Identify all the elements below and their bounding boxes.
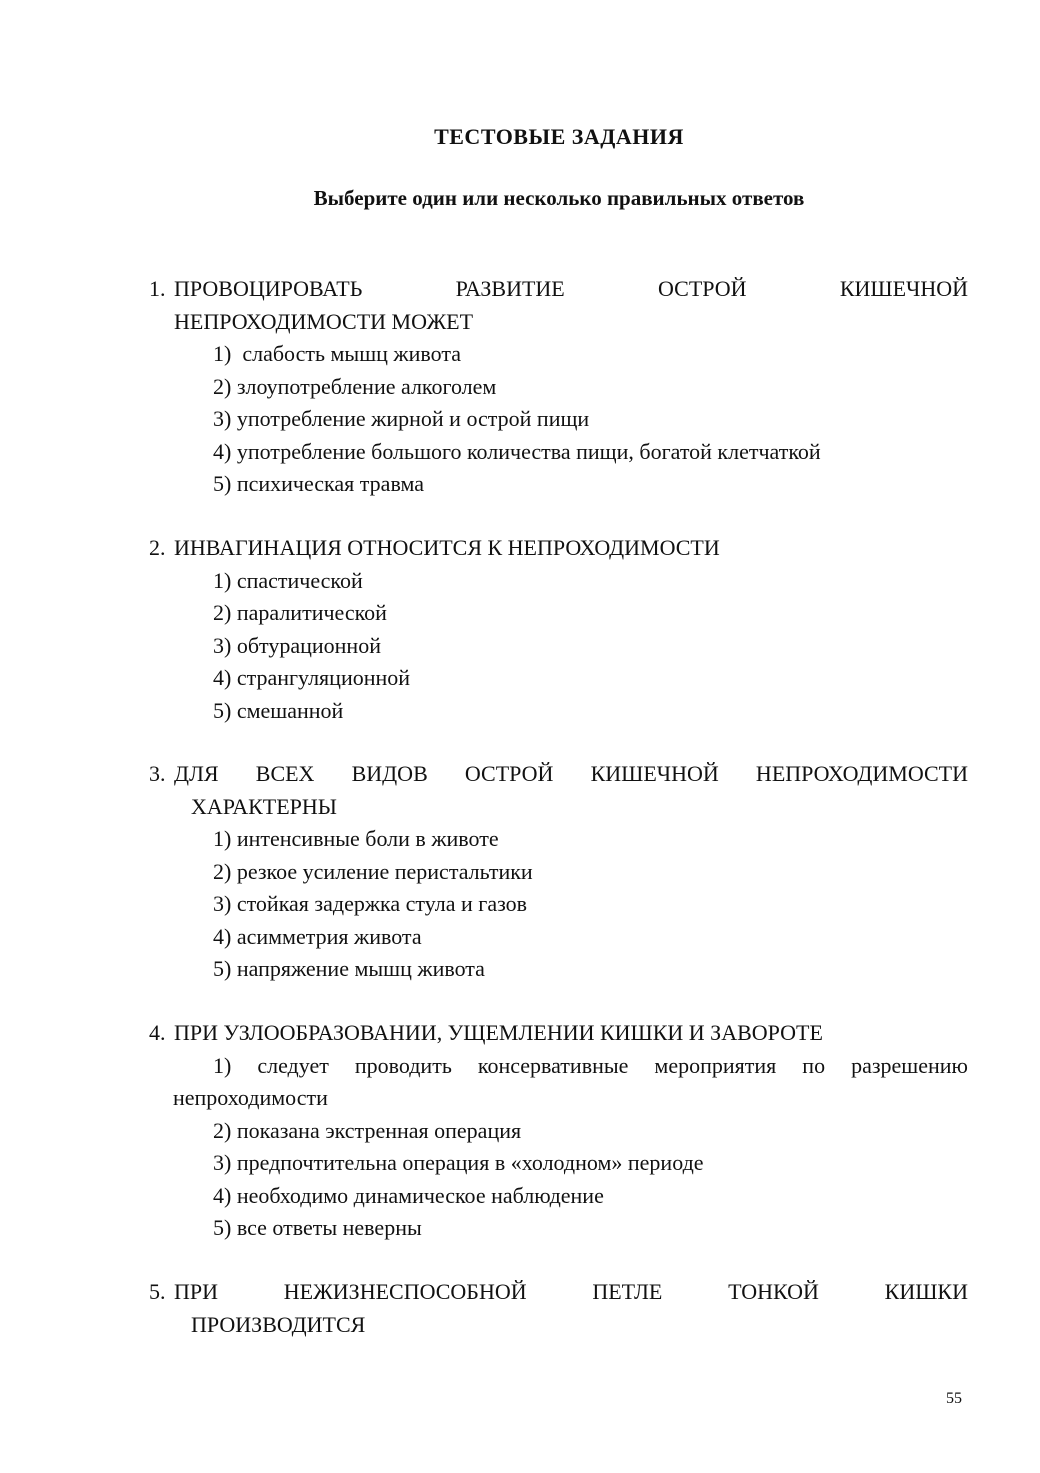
answer-option: 1) спастической <box>213 567 363 593</box>
question-number: 2. <box>149 535 166 560</box>
page-number: 55 <box>946 1390 962 1407</box>
page-title: ТЕСТОВЫЕ ЗАДАНИЯ <box>434 124 684 149</box>
question-2 <box>149 532 968 727</box>
answer-option: 5) смешанной <box>213 697 344 723</box>
answer-option: 1) слабость мышц живота <box>213 341 461 366</box>
question-3 <box>149 758 968 986</box>
answer-option: 2) паралитической <box>213 600 387 625</box>
question-5 <box>149 1276 968 1341</box>
question-number: 5. <box>149 1279 166 1304</box>
answer-option: 4) употребление большого количества пищи, богатой клетчаткой <box>213 438 821 464</box>
answer-options <box>213 565 968 728</box>
answer-option: 5) напряжение мышц живота <box>213 956 485 981</box>
question-text-continued: НЕПРОХОДИМОСТИ МОЖЕТ <box>174 308 474 334</box>
answer-option: 4) необходимо динамическое наблюдение <box>213 1182 604 1208</box>
answer-options <box>213 1115 968 1245</box>
answer-option: 1) интенсивные боли в животе <box>213 826 499 851</box>
answer-option: 3) употребление жирной и острой пищи <box>213 406 590 431</box>
question-text: ПРОВОЦИРОВАТЬ РАЗВИТИЕ ОСТРОЙ КИШЕЧНОЙ <box>174 276 968 301</box>
answer-options <box>213 823 968 986</box>
answer-option: 1) следует проводить консервативные мероприятия по разрешению <box>213 1052 968 1078</box>
question-number: 1. <box>149 276 166 301</box>
question-number: 4. <box>149 1020 166 1045</box>
question-text: ПРИ УЗЛООБРАЗОВАНИИ, УЩЕМЛЕНИИ КИШКИ И ЗАВОРОТЕ <box>174 1020 823 1045</box>
answer-option: 2) показана экстренная операция <box>213 1117 522 1143</box>
answer-options <box>213 338 968 501</box>
page-subtitle: Выберите один или несколько правильных ответов <box>313 186 805 210</box>
question-text-continued: ХАРАКТЕРНЫ <box>191 793 337 819</box>
question-4 <box>149 1017 968 1245</box>
answer-option: 3) предпочтительна операция в «холодном» периоде <box>213 1150 704 1175</box>
answer-option-continued: непроходимости <box>173 1085 328 1110</box>
answer-option: 2) злоупотребление алкоголем <box>213 373 497 399</box>
question-1 <box>149 273 968 501</box>
answer-option: 4) странгуляционной <box>213 665 411 690</box>
answer-option: 2) резкое усиление перистальтики <box>213 858 533 884</box>
answer-option: 5) все ответы неверны <box>213 1215 422 1240</box>
answer-option: 4) асимметрия живота <box>213 923 422 949</box>
question-number: 3. <box>149 761 166 786</box>
question-text: ПРИ НЕЖИЗНЕСПОСОБНОЙ ПЕТЛЕ ТОНКОЙ КИШКИ <box>174 1279 968 1304</box>
answer-option: 3) стойкая задержка стула и газов <box>213 891 528 916</box>
question-text: ДЛЯ ВСЕХ ВИДОВ ОСТРОЙ КИШЕЧНОЙ НЕПРОХОДИМОСТИ <box>174 761 968 786</box>
answer-option: 5) психическая травма <box>213 471 424 496</box>
question-text-continued: ПРОИЗВОДИТСЯ <box>191 1311 366 1337</box>
answer-option: 3) обтурационной <box>213 632 381 658</box>
question-text: ИНВАГИНАЦИЯ ОТНОСИТСЯ К НЕПРОХОДИМОСТИ <box>174 535 720 560</box>
